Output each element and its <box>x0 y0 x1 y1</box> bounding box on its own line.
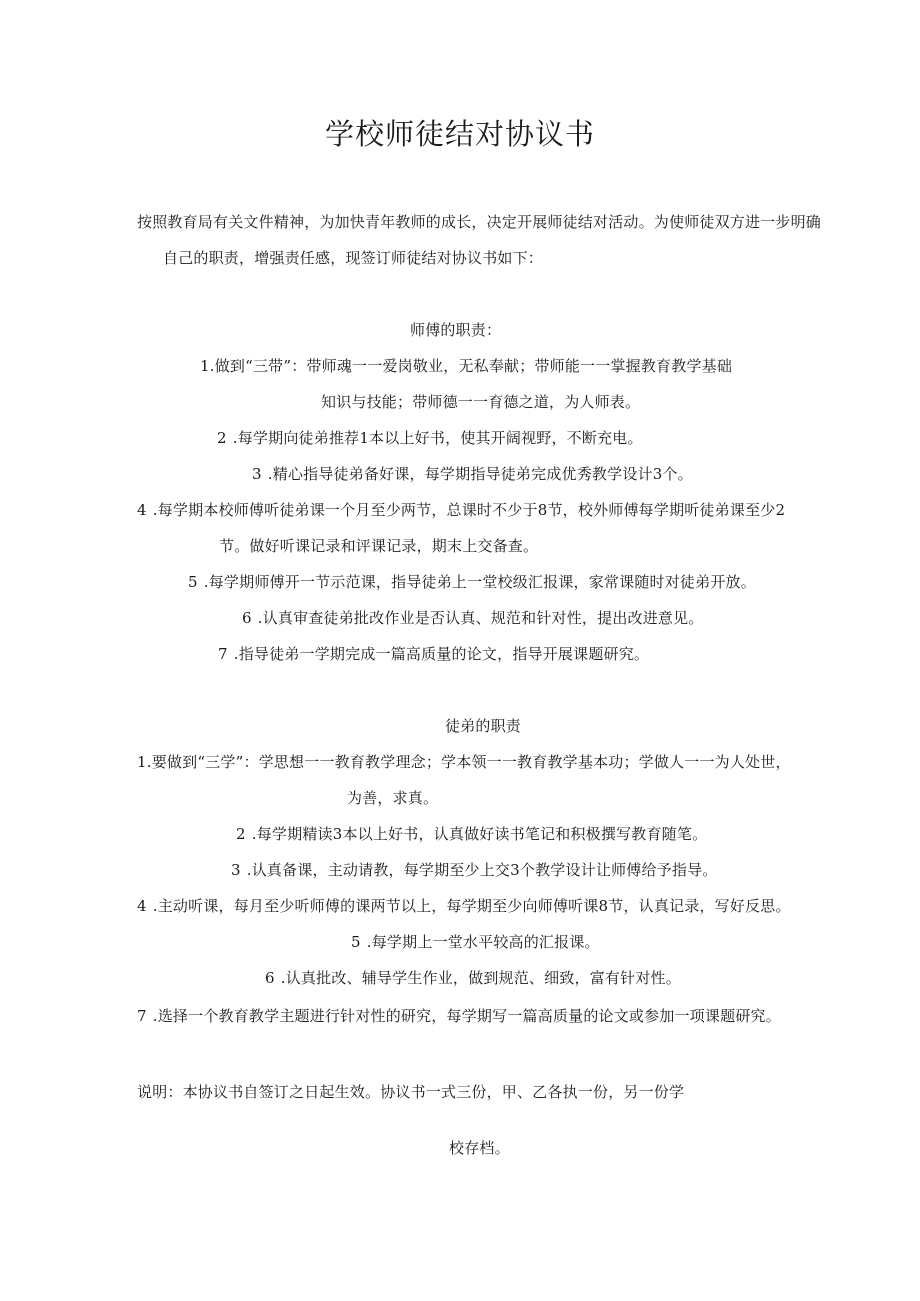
apprentice-item-5-text: .每学期上一堂水平较高的汇报课。 <box>366 933 600 951</box>
apprentice-item-6 <box>265 968 681 988</box>
intro-line-1: 按照教育局有关文件精神，为加快青年教师的成长，决定开展师徒结对活动。为使师徒双方进一步明确 <box>137 213 822 231</box>
master-item-2-text: .每学期向徒弟推荐1本以上好书，使其开阔视野，不断充电。 <box>232 429 643 447</box>
master-item-5 <box>188 572 756 592</box>
master-item-4-number: 4 <box>137 501 147 519</box>
master-item-3 <box>252 464 693 484</box>
master-item-6 <box>242 608 704 628</box>
intro-line-2: 自己的职责，增强责任感，现签订师徒结对协议书如下： <box>163 249 544 267</box>
master-item-4-text: .每学期本校师傅听徒弟课一个月至少两节，总课时不少于8节，校外师傅每学期听徒弟课至少2 <box>152 501 786 519</box>
apprentice-item-7 <box>137 1006 781 1026</box>
master-item-5-number: 5 <box>188 573 198 591</box>
master-item-7-text: .指导徒弟一学期完成一篇高质量的论文，指导开展课题研究。 <box>233 645 650 663</box>
master-item-5-text: .每学期师傅开一节示范课，指导徒弟上一堂校级汇报课，家常课随时对徒弟开放。 <box>203 573 756 591</box>
apprentice-item-5 <box>351 932 600 952</box>
master-item-7-number: 7 <box>218 645 228 663</box>
apprentice-item-6-number: 6 <box>265 969 275 987</box>
master-item-3-text: .精心指导徒弟备好课，每学期指导徒弟完成优秀教学设计3个。 <box>267 465 693 483</box>
master-item-2-number: 2 <box>217 429 227 447</box>
master-item-1 <box>200 356 732 376</box>
master-item-2 <box>217 428 643 448</box>
apprentice-item-6-text: .认真批改、辅导学生作业，做到规范、细致，富有针对性。 <box>280 969 681 987</box>
apprentice-item-3-number: 3 <box>231 861 241 879</box>
apprentice-item-4-number: 4 <box>137 897 147 915</box>
apprentice-item-1 <box>137 752 791 772</box>
document-title: 学校师徒结对协议书 <box>324 117 595 151</box>
note-line-1: 说明：本协议书自签订之日起生效。协议书一式三份，甲、乙各执一份，另一份学 <box>137 1083 685 1101</box>
apprentice-item-4-text: .主动听课，每月至少听师傅的课两节以上，每学期至少向师傅听课8节，认真记录，写好反思。 <box>152 897 791 915</box>
apprentice-item-5-number: 5 <box>351 933 361 951</box>
master-heading: 师傅的职责： <box>410 321 502 339</box>
apprentice-item-1-continuation: 为善，求真。 <box>347 789 439 807</box>
apprentice-heading: 徒弟的职责 <box>445 717 522 735</box>
apprentice-item-7-text: .选择一个教育教学主题进行针对性的研究，每学期写一篇高质量的论文或参加一项课题研究。 <box>152 1007 781 1025</box>
apprentice-item-7-number: 7 <box>137 1007 147 1025</box>
apprentice-item-1-number: 1 <box>137 753 147 771</box>
note-line-2: 校存档。 <box>449 1139 510 1157</box>
apprentice-item-3 <box>231 860 717 880</box>
master-item-3-number: 3 <box>252 465 262 483</box>
apprentice-item-1-text: .要做到“三学”：学思想一一教育教学理念；学本领一一教育教学基本功；学做人一一为人处世， <box>146 753 791 771</box>
apprentice-item-2 <box>236 824 707 844</box>
apprentice-item-2-text: .每学期精读3本以上好书，认真做好读书笔记和积极撰写教育随笔。 <box>251 825 708 843</box>
master-item-1-number: 1 <box>200 357 210 375</box>
master-item-1-text: .做到“三带”：带师魂一一爱岗敬业，无私奉献；带师能一一掌握教育教学基础 <box>209 357 733 375</box>
apprentice-item-3-text: .认真备课，主动请教，每学期至少上交3个教学设计让师傅给予指导。 <box>246 861 718 879</box>
apprentice-item-2-number: 2 <box>236 825 246 843</box>
apprentice-item-4 <box>137 896 791 916</box>
master-item-4 <box>137 500 785 520</box>
master-item-7 <box>218 644 649 664</box>
master-item-6-number: 6 <box>242 609 252 627</box>
master-item-1-continuation: 知识与技能；带师德一一育德之道，为人师表。 <box>321 393 641 411</box>
master-item-4-continuation: 节。做好听课记录和评课记录，期末上交备查。 <box>219 537 539 555</box>
master-item-6-text: .认真审查徒弟批改作业是否认真、规范和针对性，提出改进意见。 <box>257 609 704 627</box>
